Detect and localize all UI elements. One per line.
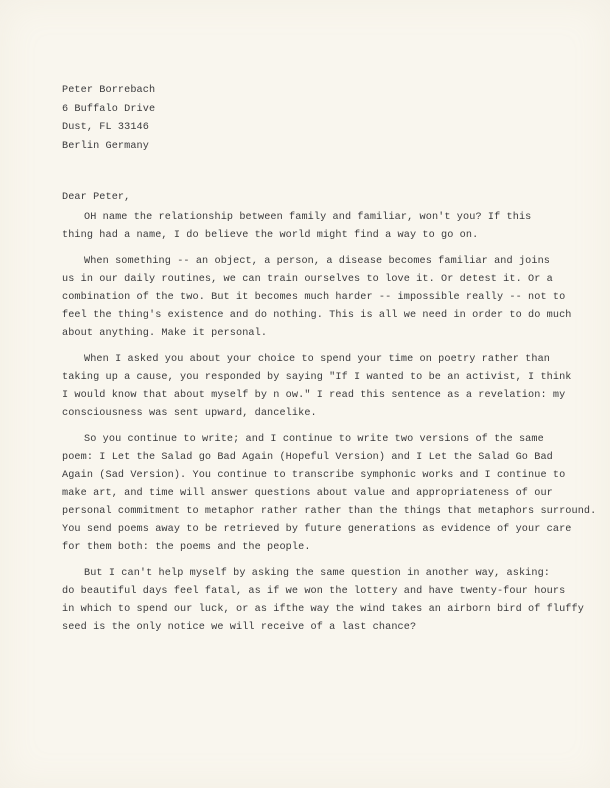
letter-body — [62, 209, 602, 645]
paragraph-4 — [62, 431, 602, 557]
paragraph-3 — [62, 351, 602, 423]
recipient-address — [62, 82, 155, 156]
address-line-city: Dust, FL 33146 — [62, 122, 149, 133]
text-line: feel the thing's existence and do nothing. This is all we need in order to do much — [62, 310, 572, 321]
text-line: personal commitment to metaphor rather rather than the things that metaphors surround. — [62, 506, 597, 517]
text-line: for them both: the poems and the people. — [62, 542, 311, 553]
text-line: make art, and time will answer questions about value and appropriateness of our — [62, 488, 553, 499]
text-line: about anything. Make it personal. — [62, 328, 268, 339]
address-line-name: Peter Borrebach — [62, 85, 156, 96]
text-line: do beautiful days feel fatal, as if we won the lottery and have twenty-four hours — [62, 586, 566, 597]
text-line: Again (Sad Version). You continue to transcribe symphonic works and I continue to — [62, 470, 566, 481]
text-line: in which to spend our luck, or as ifthe way the wind takes an airborn bird of fluffy — [62, 604, 584, 615]
text-line: When I asked you about your choice to spend your time on poetry rather than — [84, 354, 551, 365]
paragraph-5 — [62, 565, 602, 637]
text-line: OH name the relationship between family and familiar, won't you? If this — [84, 212, 532, 223]
text-line: combination of the two. But it becomes much harder -- impossible really -- not to — [62, 292, 566, 303]
text-line: I would know that about myself by n ow." I read this sentence as a revelation: my — [62, 390, 566, 401]
text-line: So you continue to write; and I continue to write two versions of the same — [84, 434, 544, 445]
text-line: consciousness was sent upward, dancelike. — [62, 408, 317, 419]
address-line-street: 6 Buffalo Drive — [62, 103, 156, 115]
text-line: But I can't help myself by asking the same question in another way, asking: — [84, 568, 551, 579]
paragraph-1 — [62, 209, 602, 245]
salutation: Dear Peter, — [62, 192, 131, 203]
text-line: poem: I Let the Salad go Bad Again (Hopeful Version) and I Let the Salad Go Bad — [62, 452, 553, 463]
address-line-country: Berlin Germany — [62, 140, 149, 152]
text-line: When something -- an object, a person, a disease becomes familiar and joins — [84, 256, 551, 267]
text-line: us in our daily routines, we can train ourselves to love it. Or detest it. Or a — [62, 274, 553, 285]
text-line: taking up a cause, you responded by saying "If I wanted to be an activist, I think — [62, 372, 572, 383]
text-line: thing had a name, I do believe the world might find a way to go on. — [62, 230, 479, 241]
text-line: seed is the only notice we will receive of a last chance? — [62, 622, 417, 633]
text-line: You send poems away to be retrieved by future generations as evidence of your care — [62, 524, 572, 535]
paragraph-2 — [62, 253, 602, 343]
